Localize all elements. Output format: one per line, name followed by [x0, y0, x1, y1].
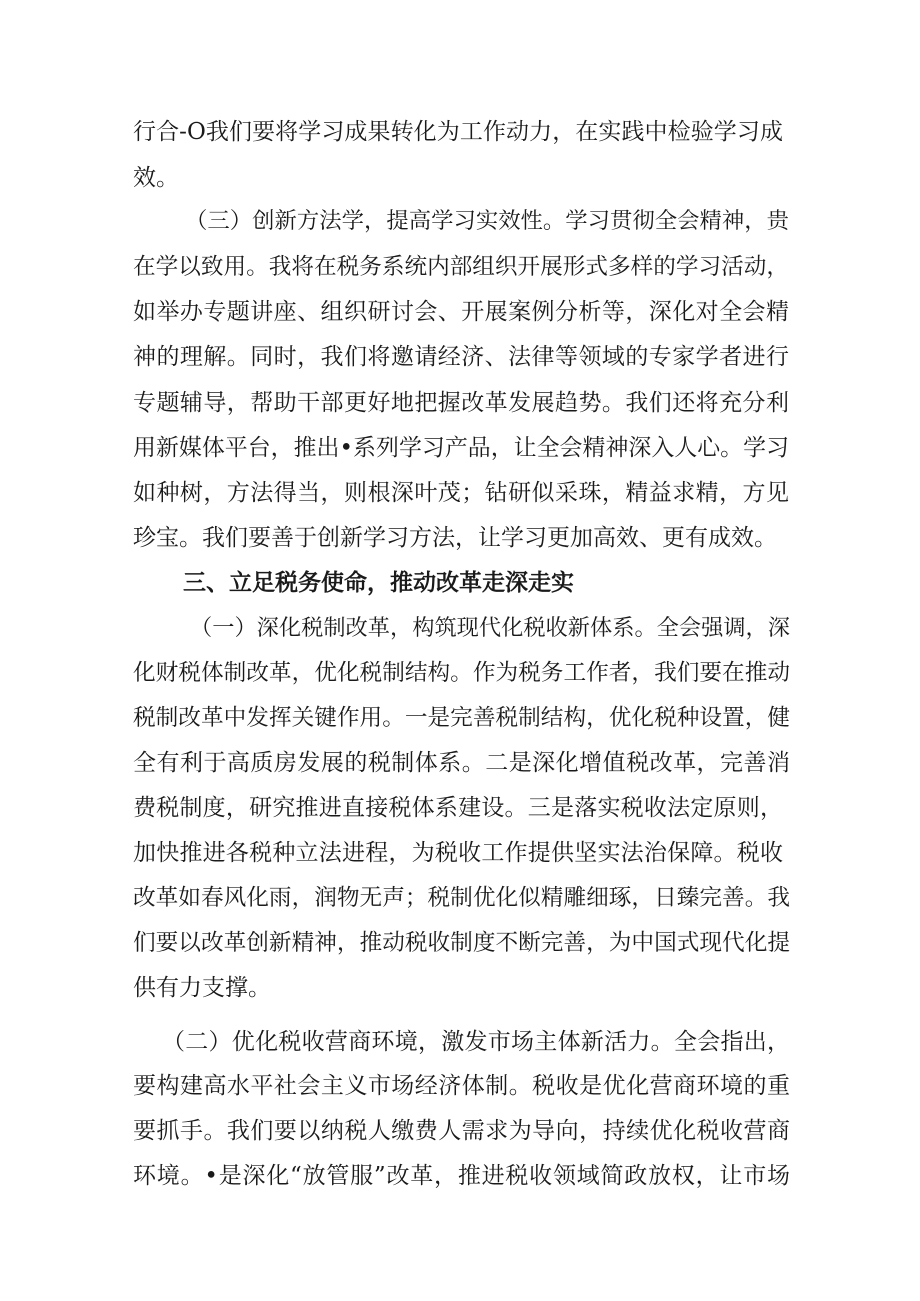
text-line	[0, 833, 920, 873]
text-line-content: 神的理解。同时，我们将邀请经济、法律等领域的专家学者进行	[133, 344, 789, 370]
text-line-content: 行合-O我们要将学习成果转化为工作动力，在实践中检验学习成	[133, 119, 783, 145]
text-line	[0, 158, 920, 198]
text-line-content: 效。	[133, 165, 179, 191]
text-line-content: 珍宝。我们要善于创新学习方法，让学习更加高效、更有成效。	[133, 525, 777, 551]
text-line	[0, 518, 920, 558]
text-line-content: 环境。•是深化“放管服”改革，推进税收领域简政放权，让市场	[133, 1163, 790, 1189]
text-line-content: （三）创新方法学，提高学习实效性。学习贯彻全会精神，贵	[185, 208, 789, 234]
text-line	[0, 383, 920, 423]
text-line-content: 们要以改革创新精神，推动税收制度不断完善，为中国式现代化提	[133, 930, 791, 956]
text-line	[0, 337, 920, 377]
text-line	[0, 473, 920, 513]
text-line-content: 供有力支撑。	[133, 975, 271, 1001]
text-line-content: 加快推进各税种立法进程，为税收工作提供坚实法治保障。税收	[133, 840, 783, 866]
text-line	[0, 653, 920, 693]
text-line-content: 如举办专题讲座、组织研讨会、开展案例分析等，深化对全会精	[133, 299, 789, 325]
text-line	[0, 112, 920, 152]
text-line	[0, 788, 920, 828]
text-line	[0, 968, 920, 1008]
text-line-content: 费税制度，研究推进直接税体系建设。三是落实税收法定原则，	[133, 795, 783, 821]
text-line	[0, 247, 920, 287]
text-line	[0, 743, 920, 783]
text-line	[0, 923, 920, 963]
text-line	[0, 1022, 920, 1062]
text-line-content: 在学以致用。我将在税务系统内部组织开展形式多样的学习活动，	[133, 254, 789, 280]
text-line	[0, 608, 920, 648]
text-line	[0, 1066, 920, 1106]
text-line	[0, 292, 920, 332]
text-line	[0, 1111, 920, 1151]
text-line	[0, 698, 920, 738]
text-line	[0, 1156, 920, 1196]
text-line-content: 要构建高水平社会主义市场经济体制。税收是优化营商环境的重	[133, 1073, 790, 1099]
text-line-content: （二）优化税收营商环境，激发市场主体新活力。全会指出，	[162, 1029, 790, 1055]
section-heading-text: 三、立足税务使命，推动改革走深走实	[183, 570, 574, 596]
text-line-content: 改革如春风化雨，润物无声；税制优化似精雕细琢，日臻完善。我	[133, 885, 791, 911]
text-line-content: 用新媒体平台，推出•系列学习产品，让全会精神深入人心。学习	[133, 435, 789, 461]
text-line	[0, 878, 920, 918]
text-line-content: （一）深化税制改革，构筑现代化税收新体系。全会强调，深	[190, 615, 790, 641]
text-line-content: 如种树，方法得当，则根深叶茂；钻研似采珠，精益求精，方见	[133, 480, 789, 506]
section-heading	[0, 563, 920, 603]
text-line	[0, 201, 920, 241]
text-line	[0, 428, 920, 468]
text-line-content: 专题辅导，帮助干部更好地把握改革发展趋势。我们还将充分利	[133, 390, 789, 416]
text-line-content: 化财税体制改革，优化税制结构。作为税务工作者，我们要在推动	[133, 660, 791, 686]
text-line-content: 税制改革中发挥关键作用。一是完善税制结构，优化税种设置，健	[133, 705, 791, 731]
text-line-content: 要抓手。我们要以纳税人缴费人需求为导向，持续优化税收营商	[133, 1118, 790, 1144]
text-line-content: 全有利于高质房发展的税制体系。二是深化增值税改革，完善消	[133, 750, 790, 776]
